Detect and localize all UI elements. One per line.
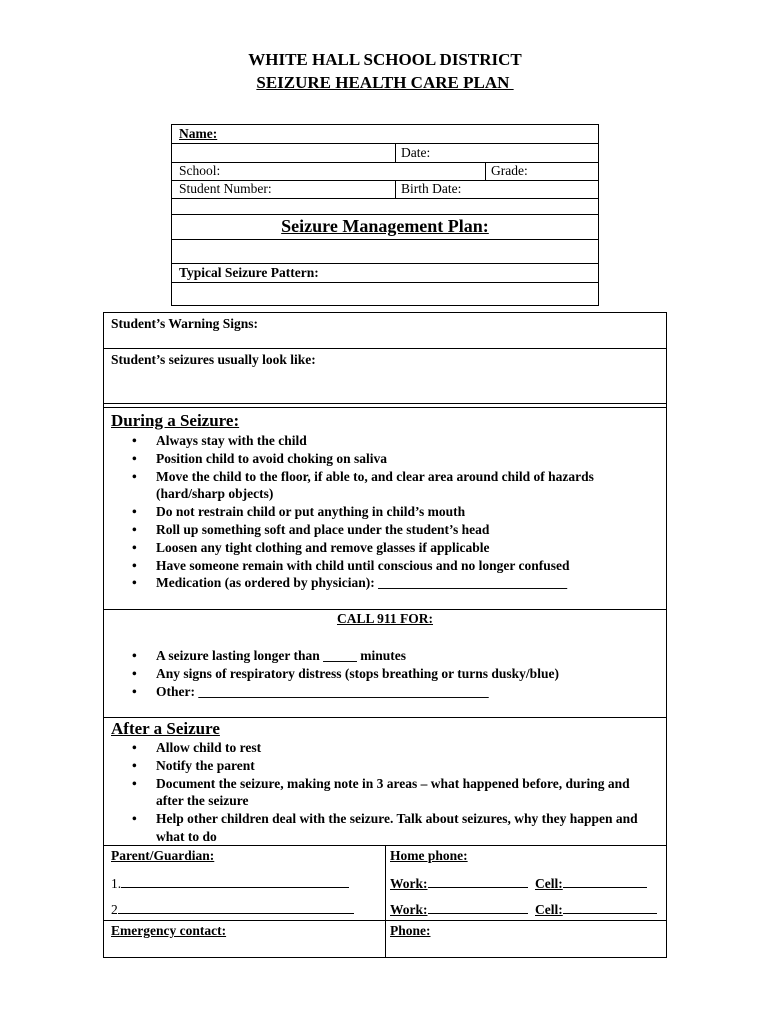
list-item: • A seizure lasting longer than _____ minutes [104, 647, 659, 665]
district-title: WHITE HALL SCHOOL DISTRICT [248, 50, 522, 69]
emergency-phone-label: Phone: [390, 923, 431, 938]
during-seizure-heading: During a Seizure: [111, 411, 240, 430]
call-911-heading: CALL 911 FOR: [336, 611, 433, 626]
list-item: • Move the child to the floor, if able to, and clear area around child of hazards (hard/sharp objects) [104, 468, 659, 504]
list-item: • Always stay with the child [104, 432, 659, 450]
list-item: • Allow child to rest [104, 739, 659, 757]
seizure-look-label: Student’s seizures usually look like: [111, 352, 316, 367]
plan-title: SEIZURE HEALTH CARE PLAN [256, 73, 514, 92]
cell-phone-2[interactable]: Cell: [535, 901, 657, 918]
list-item: • Help other children deal with the seizure. Talk about seizures, why they happen and what to do [104, 810, 659, 846]
list-item: • Loosen any tight clothing and remove glasses if applicable [104, 539, 659, 557]
list-item: • Notify the parent [104, 757, 659, 775]
parent-line-2[interactable]: 2 [111, 901, 354, 918]
date-label: Date: [401, 145, 431, 160]
list-item: • Position child to avoid choking on saliva [104, 450, 659, 468]
home-phone-label: Home phone: [390, 848, 468, 863]
after-seizure-list [104, 739, 659, 846]
typical-pattern-label: Typical Seizure Pattern: [179, 265, 319, 280]
list-item: • Medication (as ordered by physician): ____________________________ [104, 574, 659, 592]
seizure-management-title: Seizure Management Plan: [281, 216, 489, 236]
list-item: • Any signs of respiratory distress (stops breathing or turns dusky/blue) [104, 665, 659, 683]
emergency-contact-label: Emergency contact: [111, 923, 227, 938]
cell-phone-1[interactable]: Cell: [535, 875, 647, 892]
seizure-plan-table [103, 312, 667, 958]
school-label: School: [179, 163, 221, 178]
work-phone-2[interactable]: Work: [390, 901, 528, 918]
list-item: • Have someone remain with child until conscious and no longer confused [104, 557, 659, 575]
after-seizure-heading: After a Seizure [111, 719, 220, 738]
list-item: • Do not restrain child or put anything in child’s mouth [104, 503, 659, 521]
birth-date-label: Birth Date: [401, 181, 462, 196]
grade-label: Grade: [491, 163, 528, 178]
warning-signs-label: Student’s Warning Signs: [111, 316, 259, 331]
parent-guardian-label: Parent/Guardian: [111, 848, 215, 863]
list-item: • Other: ___________________________________________ [104, 683, 659, 701]
name-label: Name: [179, 126, 218, 141]
student-number-label: Student Number: [179, 181, 272, 196]
student-info-table [171, 124, 599, 306]
list-item: • Document the seizure, making note in 3 areas – what happened before, during and after the seizure [104, 775, 659, 811]
call-911-list [104, 647, 659, 700]
during-seizure-list [104, 432, 659, 592]
work-phone-1[interactable]: Work: [390, 875, 528, 892]
list-item: • Roll up something soft and place under the student’s head [104, 521, 659, 539]
parent-line-1[interactable]: 1. [111, 875, 349, 892]
